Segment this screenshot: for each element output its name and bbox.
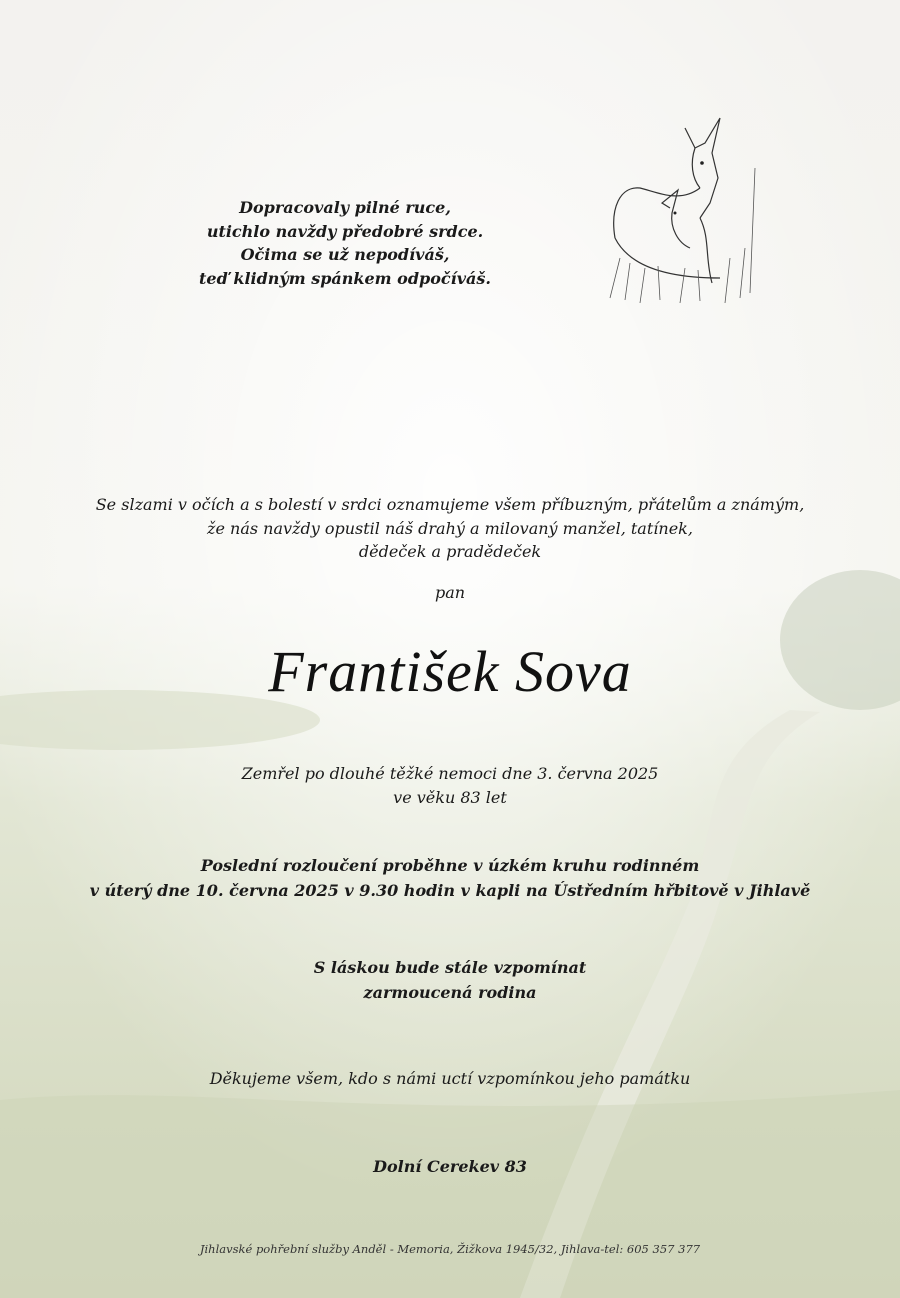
remembrance-line: zarmoucená rodina xyxy=(363,983,537,1002)
deer-illustration xyxy=(600,108,770,308)
poem-line: Očima se už nepodíváš, xyxy=(240,245,450,264)
farewell-line: Poslední rozloučení proběhne v úzkém kruhu rodinném xyxy=(200,856,700,875)
address: Dolní Cerekev 83 xyxy=(373,1157,527,1176)
announcement-line: že nás navždy opustil náš drahý a milovaný manžel, tatínek, xyxy=(207,518,693,538)
farewell-line: v úterý dne 10. června 2025 v 9.30 hodin v kapli na Ústředním hřbitově v Jihlavě xyxy=(89,881,811,900)
poem-line: utichlo navždy předobré srdce. xyxy=(206,221,484,241)
thanks-text: Děkujeme všem, kdo s námi uctí vzpomínkou jeho památku xyxy=(209,1069,691,1088)
funeral-service-footer: Jihlavské pohřební služby Anděl - Memoria, Žižkova 1945/32, Jihlava-tel: 605 357 377 xyxy=(199,1242,701,1256)
announcement xyxy=(0,493,900,564)
death-info-line: ve věku 83 let xyxy=(393,787,507,807)
announcement-line: dědeček a pradědeček xyxy=(358,542,542,561)
remembrance-line: S láskou bude stále vzpomínat xyxy=(313,958,587,977)
poem xyxy=(195,196,495,290)
announcement-line: Se slzami v očích a s bolestí v srdci oznamujeme všem příbuzným, přátelům a známým, xyxy=(95,495,805,514)
farewell-info xyxy=(0,853,900,903)
title-word: pan xyxy=(434,583,466,602)
poem-line: teď klidným spánkem odpočíváš. xyxy=(199,268,491,288)
poem-line: Dopracovaly pilné ruce, xyxy=(239,198,451,217)
deceased-name: František Sova xyxy=(268,639,632,704)
remembrance xyxy=(0,955,900,1005)
death-info-line: Zemřel po dlouhé těžké nemoci dne 3. června 2025 xyxy=(241,764,659,783)
death-info xyxy=(0,762,900,809)
